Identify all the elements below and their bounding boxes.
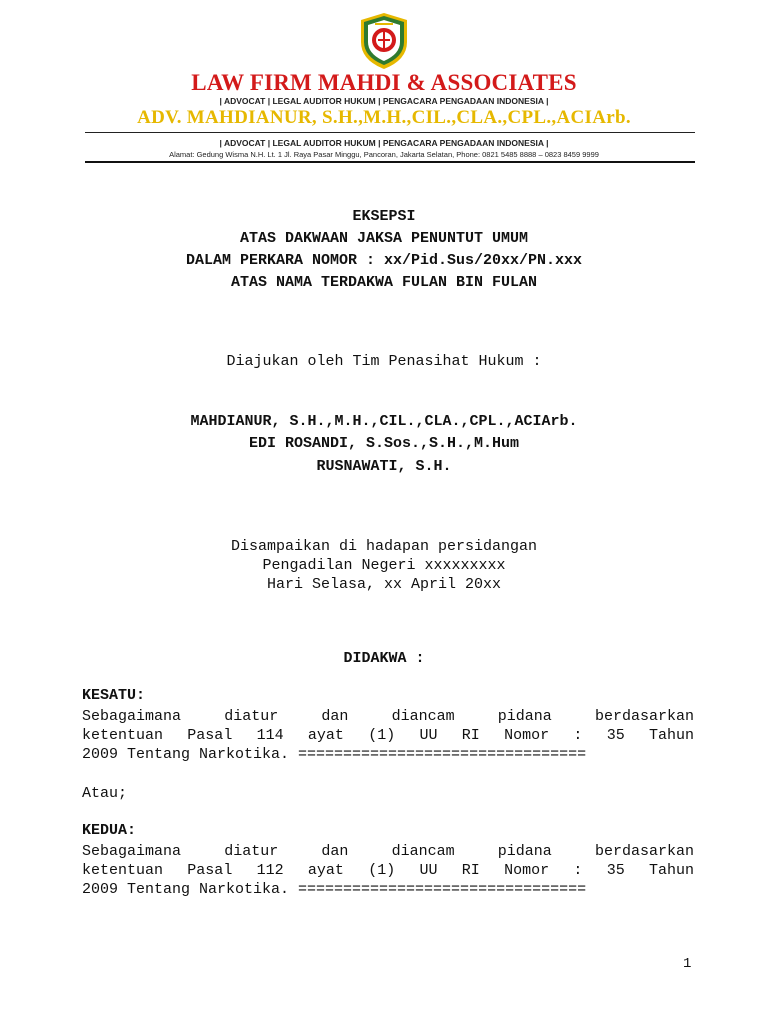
hearing-date: Hari Selasa, xx April 20xx — [266, 576, 502, 593]
second-charge-line-1: Sebagaimana diatur dan diancam pidana berdasarkan — [82, 843, 694, 860]
delivered-line-1: Disampaikan di hadapan persidangan — [230, 538, 538, 555]
court-name: Pengadilan Negeri xxxxxxxxx — [262, 557, 506, 574]
advocate-name: ADV. MAHDIANUR, S.H.,M.H.,CIL.,CLA.,CPL.,ACIArb. — [137, 107, 631, 128]
charged-heading: DIDAKWA : — [343, 650, 425, 667]
address-line: Alamat: Gedung Wisma N.H. Lt. 1 Jl. Raya Pasar Minggu, Pancoran, Jakarta Selatan, Phone: 0821 5485 8888 – 0823 8459 9999 — [169, 150, 599, 159]
header-rule-bottom — [85, 161, 695, 163]
first-charge-line-3: 2009 Tentang Narkotika. ================================ — [82, 746, 587, 763]
firm-name: LAW FIRM MAHDI & ASSOCIATES — [191, 70, 577, 95]
first-charge-line-2: ketentuan Pasal 114 ayat (1) UU RI Nomor : 35 Tahun — [82, 727, 694, 744]
defendant-line: ATAS NAMA TERDAKWA FULAN BIN FULAN — [230, 274, 538, 291]
services-line-bottom: | ADVOCAT | LEGAL AUDITOR HUKUM | PENGACARA PENGADAAN INDONESIA | — [219, 138, 549, 148]
second-charge-line-2: ketentuan Pasal 112 ayat (1) UU RI Nomor : 35 Tahun — [82, 862, 694, 879]
counsel-name: RUSNAWATI, S.H. — [316, 458, 452, 475]
first-charge-line-1: Sebagaimana diatur dan diancam pidana berdasarkan — [82, 708, 694, 725]
document-title: EKSEPSI — [352, 208, 416, 225]
second-charge-heading: KEDUA: — [82, 822, 137, 839]
submitted-by: Diajukan oleh Tim Penasihat Hukum : — [226, 353, 542, 370]
page-number: 1 — [683, 956, 692, 972]
case-number-line: DALAM PERKARA NOMOR : xx/Pid.Sus/20xx/PN.xxx — [185, 252, 583, 269]
services-line-top: | ADVOCAT | LEGAL AUDITOR HUKUM | PENGACARA PENGADAAN INDONESIA | — [219, 96, 549, 106]
counsel-name: MAHDIANUR, S.H.,M.H.,CIL.,CLA.,CPL.,ACIArb. — [190, 413, 578, 430]
or-text: Atau; — [82, 785, 128, 802]
second-charge-line-3: 2009 Tentang Narkotika. ================================ — [82, 881, 587, 898]
counsel-name: EDI ROSANDI, S.Sos.,S.H.,M.Hum — [248, 435, 520, 452]
law-firm-logo — [357, 12, 411, 70]
first-charge-heading: KESATU: — [82, 687, 146, 704]
header-rule-top — [85, 132, 695, 133]
title-line-2: ATAS DAKWAAN JAKSA PENUNTUT UMUM — [239, 230, 529, 247]
